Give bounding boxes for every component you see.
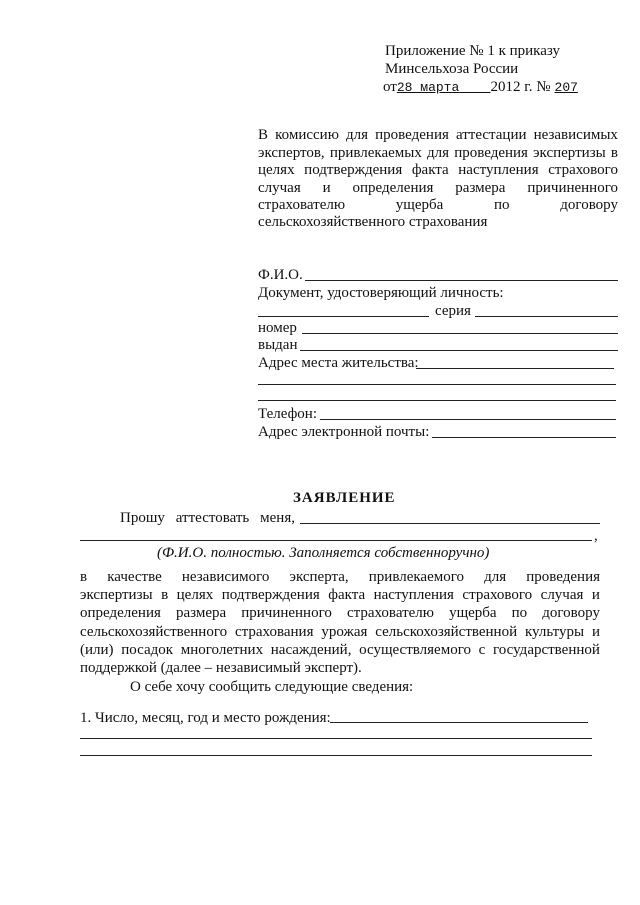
statement-body-word: определения: [80, 605, 161, 622]
addressee-word: независимых: [533, 127, 618, 143]
addressee-last-line: сельскохозяйственного страхования: [258, 214, 488, 230]
statement-body-word: государственной: [493, 641, 600, 658]
statement-body-word: урожая: [321, 623, 368, 640]
issued-label: выдан: [258, 337, 298, 353]
applicant-name-line[interactable]: [300, 523, 600, 524]
addressee-word: по: [494, 197, 510, 213]
addressee-word: ущерба: [395, 197, 444, 213]
addressee-word: для: [346, 127, 369, 143]
statement-body-word: (или): [80, 641, 114, 658]
addressee-word: причиненного: [527, 179, 618, 196]
addressee-line: [258, 126, 618, 144]
addressee-line: [258, 179, 618, 197]
email-field-line[interactable]: [432, 437, 616, 438]
statement-body-word: подтверждения: [221, 587, 320, 604]
statement-body-word: в: [80, 569, 88, 585]
addressee-word: факта: [411, 162, 449, 178]
statement-body-word: случая: [540, 587, 584, 604]
date-prefix: от: [383, 79, 397, 95]
address-field-line[interactable]: [416, 368, 614, 369]
statement-body-word: сельскохозяйственного: [80, 623, 228, 640]
statement-body-word: страхового: [462, 587, 533, 604]
statement-body-word: договору: [542, 605, 600, 622]
appendix-line-2: Минсельхоза России: [385, 61, 519, 77]
series-label: серия: [435, 303, 471, 319]
statement-body-word: страхователю: [346, 605, 434, 622]
series-field-line[interactable]: [475, 316, 618, 317]
addressee-word: проведения: [454, 144, 528, 161]
birth-field-line-3[interactable]: [80, 755, 592, 756]
address-field-line-2[interactable]: [258, 384, 616, 385]
statement-body-word: для: [484, 569, 507, 585]
statement-body-last: поддержкой (далее – независимый эксперт).: [80, 660, 362, 676]
addressee-word: страхователю: [258, 197, 346, 213]
statement-body-word: размера: [175, 605, 227, 622]
addressee-word: размера: [455, 179, 506, 196]
statement-body-word: ущерба: [449, 605, 497, 622]
order-number: 207: [554, 80, 578, 95]
statement-body-word: многолетних: [180, 641, 264, 658]
id-document-label: Документ, удостоверяющий личность:: [258, 285, 504, 301]
statement-body-word: наступления: [373, 587, 454, 604]
addressee-word: наступления: [458, 162, 539, 178]
about-intro: О себе хочу сообщить следующие сведения:: [130, 679, 414, 695]
phone-field-line[interactable]: [320, 419, 616, 420]
statement-body-word: посадок: [121, 641, 174, 658]
address-field-line-3[interactable]: [258, 400, 616, 401]
address-label: Адрес места жительства:: [258, 355, 419, 371]
addressee-line: [258, 196, 618, 214]
number-label: номер: [258, 320, 297, 336]
statement-body-word: в: [161, 587, 169, 604]
addressee-word: договору: [560, 197, 618, 213]
fio-field-line[interactable]: [305, 280, 618, 281]
name-line-comma: ,: [594, 528, 598, 544]
addressee-word: экспертизы: [533, 144, 606, 161]
statement-body-line: [80, 586, 600, 604]
statement-body-word: независимого: [181, 569, 270, 585]
statement-body-line: [80, 568, 600, 586]
statement-body-word: и: [591, 623, 600, 640]
addressee-word: аттестации: [455, 127, 527, 143]
statement-body-word: экспертизы: [80, 587, 153, 604]
statement-body-word: культуры: [524, 623, 585, 640]
statement-body-word: эксперта,: [289, 569, 349, 585]
statement-title: ЗАЯВЛЕНИЕ: [293, 490, 396, 506]
statement-body-word: и: [591, 587, 600, 604]
addressee-word: привлекаемых: [329, 144, 422, 161]
statement-body-word: с: [478, 641, 486, 658]
phone-label: Телефон:: [258, 406, 317, 422]
email-label: Адрес электронной почты:: [258, 424, 430, 440]
request-word: меня,: [260, 510, 295, 526]
applicant-name-line-2[interactable]: [80, 540, 592, 541]
addressee-word: определения: [352, 179, 434, 196]
statement-body-line: [80, 641, 600, 659]
statement-body-word: причиненного: [241, 605, 332, 622]
fio-label: Ф.И.О.: [258, 267, 303, 283]
statement-body-line: [80, 604, 600, 622]
addressee-word: В: [258, 127, 269, 143]
date-underline-gap: [459, 80, 490, 95]
addressee-word: экспертов,: [258, 144, 325, 161]
addressee-word: целях: [258, 162, 295, 178]
statement-body-line: [80, 623, 600, 641]
number-field-line[interactable]: [302, 333, 618, 334]
request-word: аттестовать: [175, 510, 250, 526]
addressee-word: для: [427, 144, 450, 161]
addressee-word: страхового: [548, 162, 618, 178]
birth-field-line-2[interactable]: [80, 738, 592, 739]
date-year: 2012 г. №: [490, 79, 551, 95]
addressee-word: проведения: [375, 127, 449, 143]
addressee-word: подтверждения: [304, 162, 403, 178]
issued-field-line[interactable]: [300, 350, 618, 351]
fio-hint: (Ф.И.О. полностью. Заполняется собственноручно): [157, 545, 490, 561]
appendix-date-line: [383, 78, 578, 97]
date-day-month: 28 марта: [396, 80, 460, 95]
item-1-label: 1. Число, месяц, год и место рождения:: [80, 710, 331, 726]
statement-body-word: осуществляемого: [359, 641, 471, 658]
addressee-word: случая: [258, 179, 301, 196]
statement-body-word: сельскохозяйственной: [375, 623, 518, 640]
statement-body-word: целях: [176, 587, 214, 604]
request-line: [120, 509, 295, 527]
addressee-word: комиссию: [275, 127, 339, 143]
request-word: Прошу: [120, 510, 165, 526]
statement-body-word: качестве: [107, 569, 162, 585]
addressee-word: и: [322, 179, 331, 196]
birth-field-line[interactable]: [330, 722, 588, 723]
id-document-field-line[interactable]: [258, 316, 429, 317]
statement-body-word: по: [511, 605, 528, 622]
appendix-line-1: Приложение № 1 к приказу: [385, 43, 560, 59]
statement-body-word: страхования: [234, 623, 314, 640]
statement-body-word: привлекаемого: [368, 569, 465, 585]
addressee-word: в: [610, 144, 618, 161]
addressee-line: [258, 144, 618, 162]
statement-body-word: проведения: [526, 569, 600, 585]
addressee-line: [258, 161, 618, 179]
statement-body-word: насаждений,: [270, 641, 352, 658]
statement-body-word: факта: [328, 587, 366, 604]
